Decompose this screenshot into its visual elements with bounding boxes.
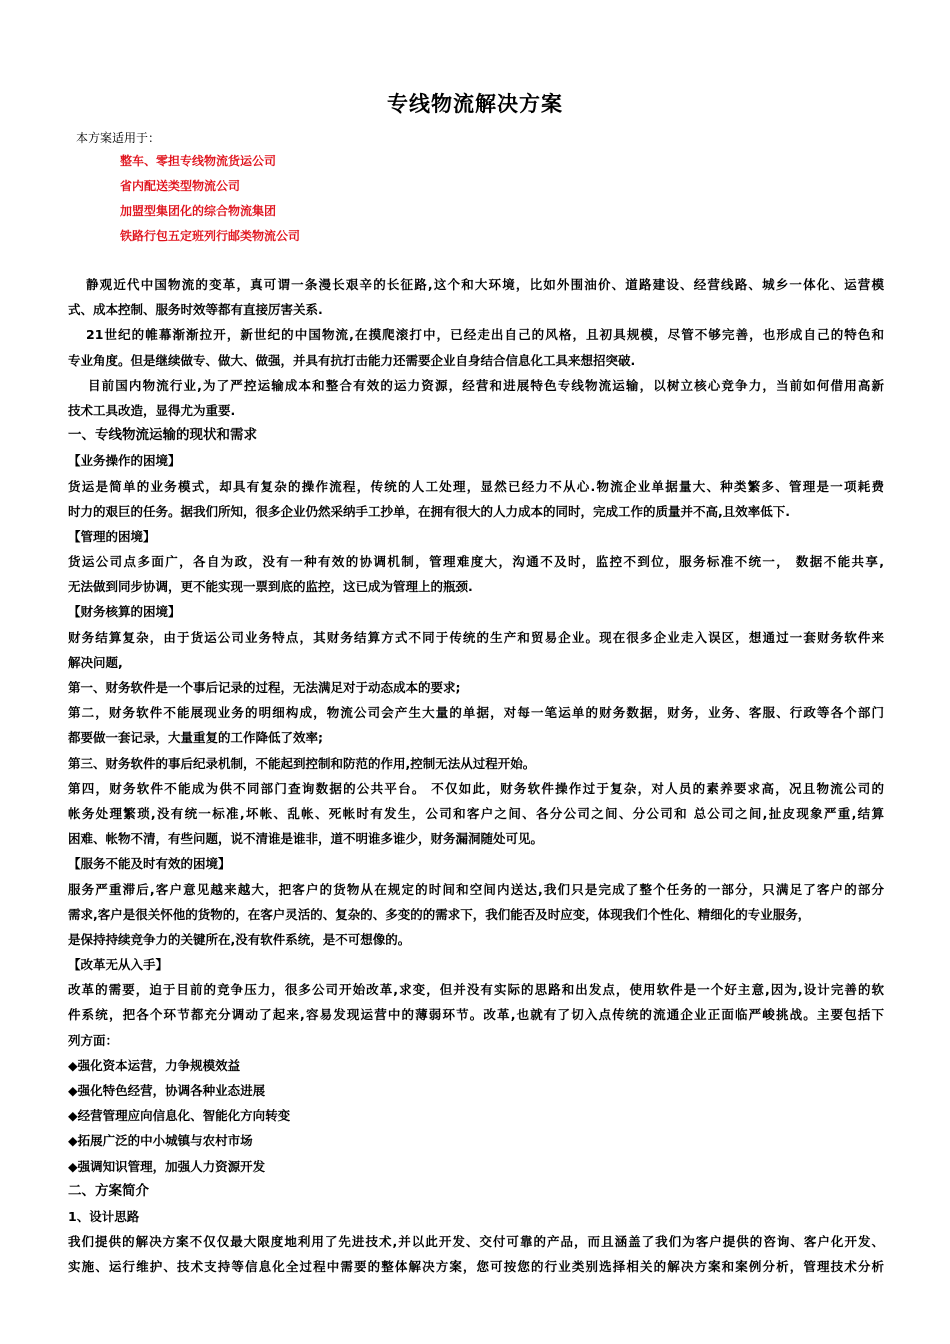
text-line: 都要做一套记录，大量重复的工作降低了效率; (68, 730, 323, 746)
text-line: 目前国内物流行业,为了严控运输成本和整合有效的运力资源，经营和进展特色专线物流运输，以树立核心竞争力，当前如何借用高新 (88, 377, 884, 393)
text-line: 静观近代中国物流的变革，真可谓一条漫长艰辛的长征路,这个和大环境，比如外围油价、道路建设、经营线路、城乡一体化、运营模 (86, 277, 884, 292)
text-line: 【管理的困境】 (68, 528, 156, 544)
text-line: 【业务操作的困境】 (68, 453, 181, 469)
text-line: 服务严重滞后,客户意见越来越大，把客户的货物从在规定的时间和空间内送达,我们只是完成了整个任务的一部分，只满足了客户的部分 (68, 881, 884, 897)
text-line: 改革的需要，迫于目前的竞争压力，很多公司开始改革,求变，但并没有实际的思路和出发点，使用软件是一个好主意,因为,设计完善的软 (68, 982, 884, 998)
text-line: 帐务处理繁琐,没有统一标准,坏帐、乱帐、死帐时有发生，公司和客户之间、各分公司之间、分公司和 总公司之间,扯皮现象严重,结算 (68, 805, 884, 821)
text-line: 实施、运行维护、技术支持等信息化全过程中需要的整体解决方案，您可按您的行业类别选择相关的解决方案和案例分析，管理技术分析 (68, 1259, 884, 1275)
text-line: 是保持持续竞争力的关键所在,没有软件系统，是不可想像的。 (68, 931, 411, 947)
text-line: 21世纪的帷幕渐渐拉开，新世纪的中国物流,在摸爬滚打中，已经走出自己的风格，且初具规模，尽管不够完善，也形成自己的特色和 (86, 327, 884, 343)
section-heading: 一、专线物流运输的现状和需求 (68, 427, 257, 444)
text-line: 【改革无从入手】 (68, 957, 169, 973)
text-line: 第一、财务软件是一个事后记录的过程，无法满足对于动态成本的要求; (68, 680, 461, 695)
scope-item: 加盟型集团化的综合物流集团 (120, 204, 277, 218)
text-line: 第三、财务软件的事后纪录机制，不能起到控制和防范的作用,控制无法从过程开始。 (68, 755, 536, 771)
text-line: 第四，财务软件不能成为供不同部门查询数据的公共平台。 不仅如此，财务软件操作过于复杂，对人员的素养要求高，况且物流公司的 (68, 780, 884, 796)
text-line: 列方面： (68, 1032, 119, 1048)
text-line: 财务结算复杂，由于货运公司业务特点，其财务结算方式不同于传统的生产和贸易企业。现在很多企业走入误区，想通过一套财务软件来 (68, 629, 884, 645)
text-line: ◆强化特色经营，协调各种业态进展 (68, 1083, 266, 1098)
scope-item: 省内配送类型物流公司 (120, 179, 241, 193)
text-line: 解决问题, (68, 654, 123, 670)
text-line: 专业角度。但是继续做专、做大、做强，并具有抗打击能力还需要企业自身结合信息化工具来想招突破. (68, 352, 636, 368)
text-line: ◆拓展广泛的中小城镇与农村市场 (68, 1133, 253, 1149)
text-line: 时力的艰巨的任务。据我们所知，很多企业仍然采纳手工抄单，在拥有很大的人力成本的同时，完成工作的质量并不高,且效率低下. (68, 503, 790, 519)
scope-label: 本方案适用于： (76, 131, 161, 145)
text-line: 【财务核算的困境】 (68, 604, 181, 620)
text-line: 式、成本控制、服务时效等都有直接厉害关系. (68, 302, 323, 318)
scope-item: 铁路行包五定班列行邮类物流公司 (120, 229, 301, 243)
text-line: 无法做到同步协调，更不能实现一票到底的监控，这已成为管理上的瓶颈. (68, 579, 473, 595)
text-line: 我们提供的解决方案不仅仅最大限度地利用了先进技术,并以此开发、交付可靠的产品，而且涵盖了我们为客户提供的咨询、客户化开发、 (68, 1234, 884, 1250)
text-line: 【服务不能及时有效的困境】 (68, 856, 231, 872)
text-line: 技术工具改造，显得尤为重要. (68, 402, 236, 418)
text-line: 货运公司点多面广，各自为政，没有一种有效的协调机制，管理难度大，沟通不及时，监控不到位，服务标准不统一， 数据不能共享, (68, 554, 884, 570)
text-line: ◆强调知识管理，加强人力资源开发 (68, 1158, 266, 1174)
document-title: 专线物流解决方案 (387, 92, 563, 116)
text-line: 困难、帐物不清，有些问题，说不清谁是谁非，道不明谁多谁少，财务漏洞随处可见。 (68, 831, 544, 847)
text-line: 需求,客户是很关怀他的货物的，在客户灵活的、复杂的、多变的的需求下，我们能否及时应变，体现我们个性化、精细化的专业服务， (68, 906, 811, 922)
text-line: 件系统，把各个环节都充分调动了起来,容易发现运营中的薄弱环节。改革,也就有了切入点传统的流通企业正面临严峻挑战。主要包括下 (68, 1007, 884, 1023)
text-line: 第二，财务软件不能展现业务的明细构成，物流公司会产生大量的单据，对每一笔运单的财务数据，财务，业务、客服、行政等各个部门 (68, 705, 884, 721)
text-line: ◆强化资本运营，力争规模效益 (68, 1057, 241, 1073)
text-line: ◆经营管理应向信息化、智能化方向转变 (68, 1108, 291, 1124)
scope-list (120, 152, 300, 252)
document-body (68, 272, 884, 1280)
text-line: 1、设计思路 (68, 1208, 140, 1224)
text-line: 货运是简单的业务模式，却具有复杂的操作流程，传统的人工处理，显然已经力不从心.物流企业单据量大、种类繁多、管理是一项耗费 (68, 478, 884, 494)
section-heading: 二、方案简介 (68, 1182, 149, 1199)
scope-item: 整车、零担专线物流货运公司 (120, 154, 277, 168)
